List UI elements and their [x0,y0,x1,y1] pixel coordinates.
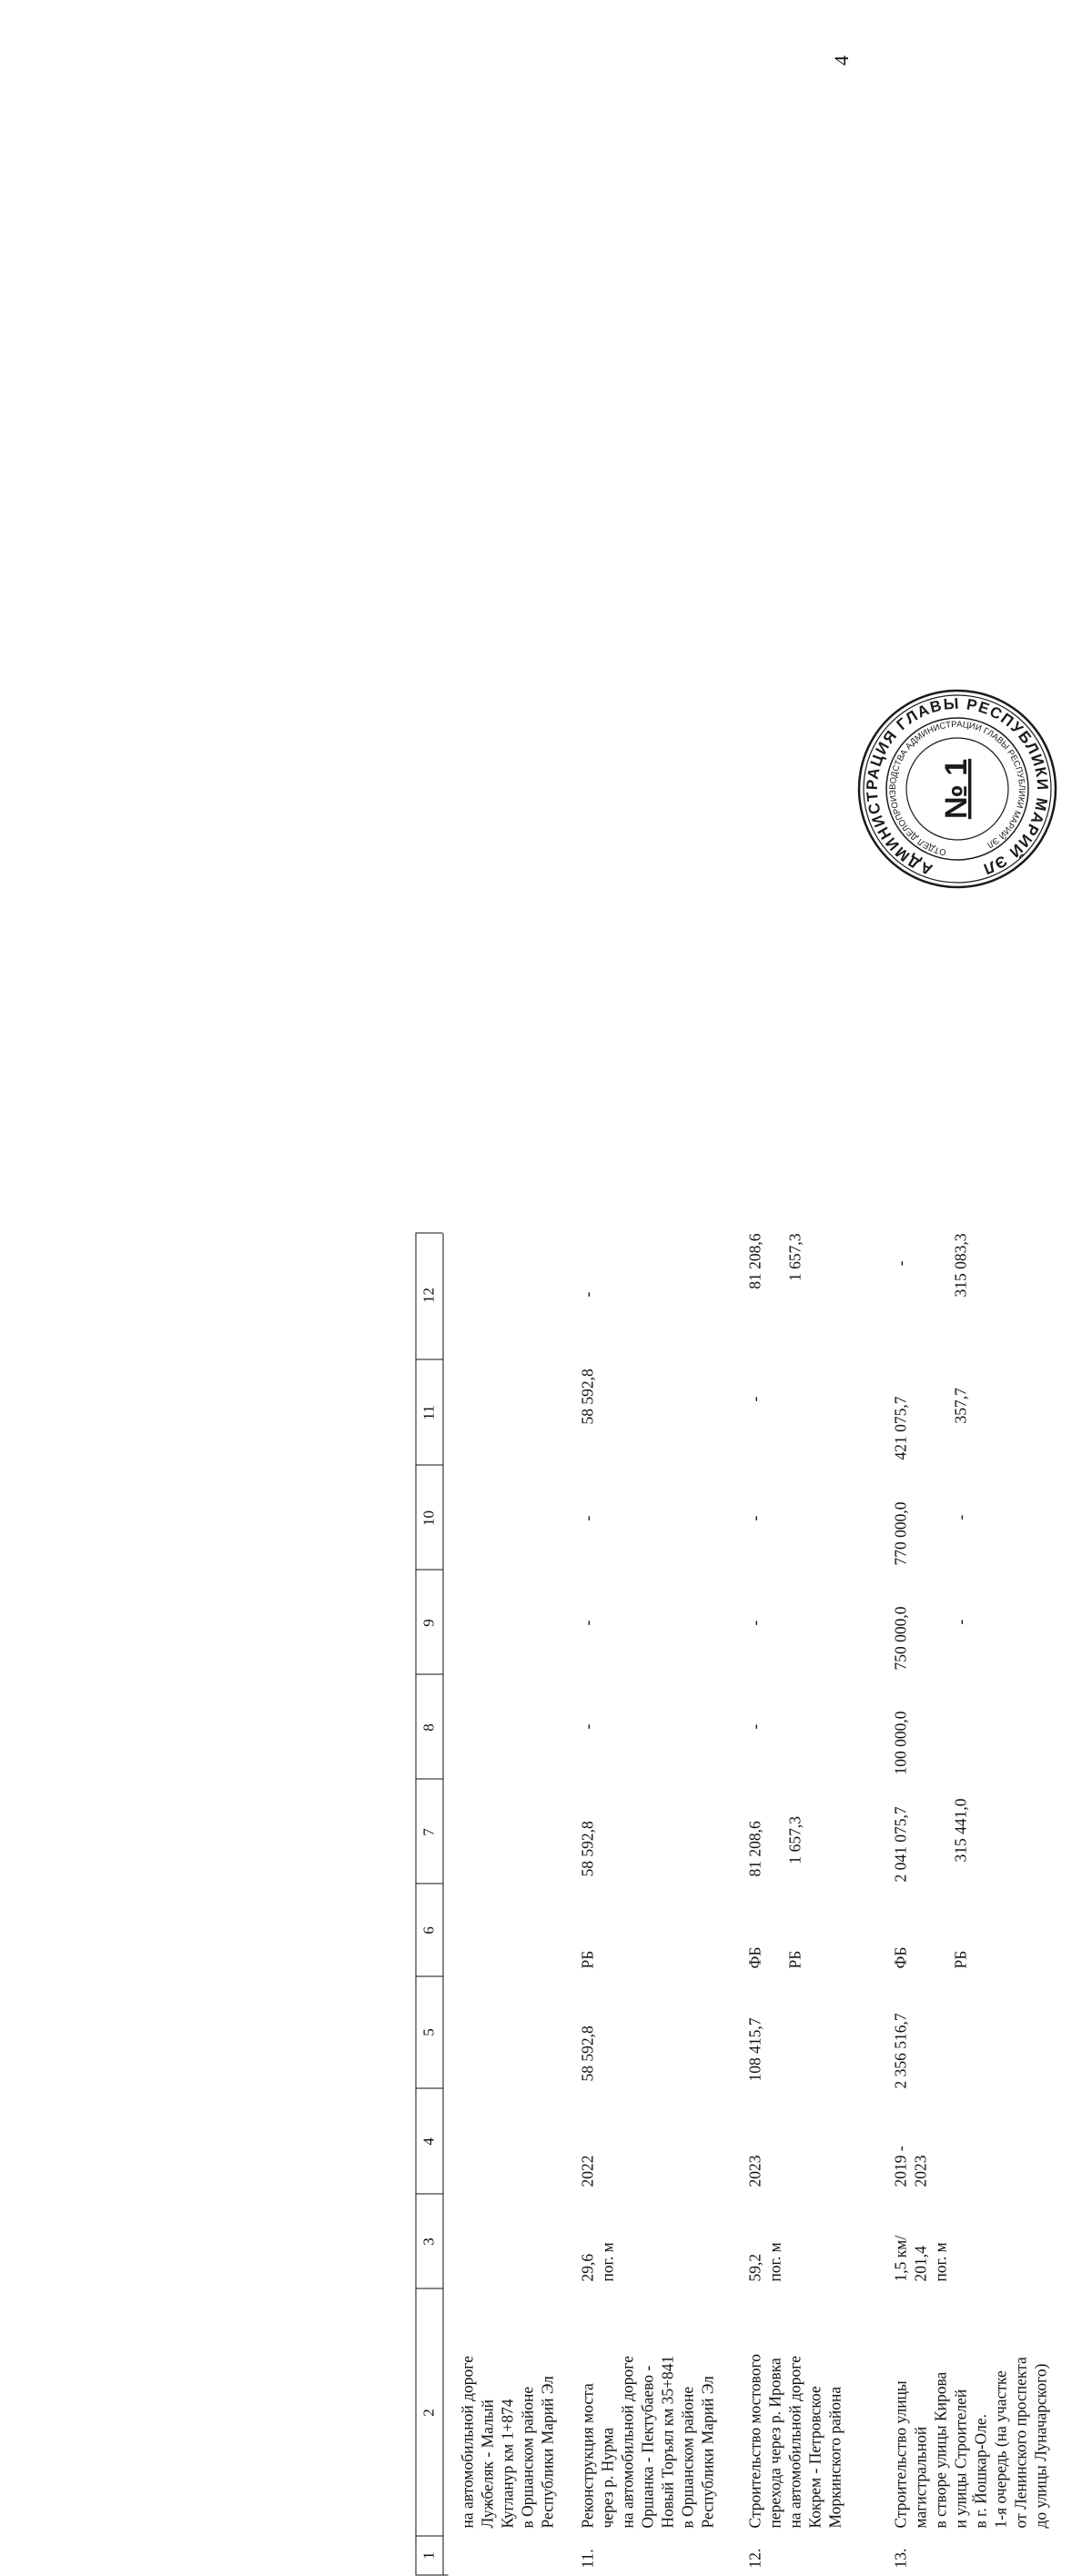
total-cell: 58 592,8 [578,2025,598,2081]
source-cell [891,1947,971,1969]
row-number: 11. [578,2549,598,2568]
column-number: 3 [416,2228,443,2256]
page-number: 4 [830,56,854,66]
column-divider [416,2194,443,2195]
cell-line: 81 208,6 [745,1816,765,1877]
column-12-cell [745,1234,805,1307]
column-divider [416,1359,443,1360]
cell-line: ФБ [745,1947,765,1969]
column-number: 4 [416,2128,443,2156]
column-number: 9 [416,1610,443,1637]
column-number: 11 [416,1399,443,1427]
capacity-cell [578,2242,618,2281]
column-divider [416,2088,443,2089]
description-line: на автомобильной дороге [785,2301,805,2529]
description-line: Кокрем - Петровское [805,2301,825,2529]
column-number: 8 [416,1714,443,1742]
cell-line: пог. м [765,2242,785,2281]
source-cell [745,1947,805,1969]
cell-line: 58 592,8 [578,1821,598,1876]
column-number: 1 [416,2542,443,2570]
column-10-cell [891,1502,971,1566]
cell-line: 2 041 075,7 [891,1799,911,1883]
source-cell [578,1951,598,1969]
stamp-number: № 1 [939,759,974,819]
description-line: Республики Марий Эл [538,2301,558,2529]
description-line: Моркинского района [825,2301,845,2529]
column-10-cell: - [745,1516,765,1521]
stamp-outer-text: АДМИНИСТРАЦИЯ ГЛАВЫ РЕСПУБЛИКИ МАРИЙ ЭЛ [855,687,1059,891]
total-cell: 108 415,7 [745,2018,765,2082]
column-divider [416,1570,443,1571]
stamp-inner-text: ОТДЕЛ ДЕЛОПРОИЗВОДСТВА АДМИНИСТРАЦИИ ГЛАВЫ РЕСПУБЛИКИ МАРИЙ ЭЛ [877,709,1037,869]
cell-line: пог. м [598,2242,618,2281]
years-cell [891,2146,931,2187]
cell-line: 2022 [578,2156,598,2187]
cell-line: - [951,1502,971,1566]
column-divider [416,1779,443,1780]
years-cell [745,2156,765,2187]
cell-line: - [578,1292,598,1298]
description-line: Строительство улицы [891,2301,911,2529]
column-number: 10 [416,1505,443,1532]
table-left-rule-body [416,2575,449,2576]
column-divider [416,2536,443,2537]
description-line: от Ленинского проспекта [1011,2301,1031,2529]
cell-line: 2023 [745,2156,765,2187]
column-11-cell [745,1397,765,1402]
column-8-cell: - [745,1724,765,1730]
description-line: Строительство мостового [745,2301,765,2529]
description-line: до улицы Луначарского) [1031,2301,1051,2529]
description-line: Оршанка - Пектубаево - [638,2301,658,2529]
cell-line: 770 000,0 [891,1502,911,1566]
column-12-cell [891,1234,971,1316]
column-12-cell [578,1292,598,1298]
row-number: 12. [745,2549,765,2569]
cell-line: пог. м [931,2236,951,2282]
description-line: в створе улицы Кирова [931,2301,951,2529]
column-8-cell: - [578,1724,598,1730]
table-right-rule [416,1233,443,1234]
column-11-cell [891,1388,971,1460]
column-number: 6 [416,1917,443,1945]
column-number: 12 [416,1282,443,1309]
description-line: перехода через р. Ировка [765,2301,785,2529]
row-number: 13. [891,2549,911,2569]
cell-line: РБ [785,1947,805,1969]
column-9-cell: - [745,1621,765,1626]
cell-line: РБ [578,1951,598,1969]
column-7-cell [578,1821,598,1876]
cell-line: - [891,1234,911,1316]
description-line: Реконструкция моста [578,2301,598,2529]
column-8-cell: 100 000,0 [891,1712,911,1775]
row-description [745,2301,845,2529]
column-divider [416,2288,443,2289]
description-line: 1-я очередь (на участке [991,2301,1011,2529]
column-number: 7 [416,1819,443,1846]
cell-line: 59,2 [745,2242,765,2281]
cell-line: ФБ [891,1947,911,1969]
column-number: 5 [416,2019,443,2046]
cell-line: 2019 - [891,2146,911,2187]
capacity-cell [891,2236,951,2282]
description-line: на автомобильной дороге [618,2301,638,2529]
description-line: в Оршанском районе [518,2301,538,2529]
column-divider [416,1465,443,1466]
cell-line: РБ [951,1947,971,1969]
column-9-cell [891,1607,971,1671]
description-line: Лужбеляк - Малый [478,2301,498,2529]
cell-line: 421 075,7 [891,1388,911,1460]
description-line: на автомобильной дороге [458,2301,478,2529]
column-9-cell: - [578,1621,598,1626]
cell-line: - [951,1607,971,1671]
column-divider [416,1976,443,1977]
rotated-table [416,1214,1092,2576]
cell-line: 750 000,0 [891,1607,911,1671]
cell-line: - [745,1397,765,1402]
years-cell [578,2156,598,2187]
description-line: и улицы Строителей [951,2301,971,2529]
cell-line: 201,4 [911,2236,931,2282]
description-line: в Оршанском районе [678,2301,698,2529]
header-top-rule [416,1234,417,2576]
cell-line: 357,7 [951,1388,971,1460]
column-10-cell: - [578,1516,598,1521]
official-stamp [855,687,1059,891]
description-line: Новый Торъял км 35+841 [658,2301,678,2529]
column-divider [416,1674,443,1675]
header-bottom-rule [443,1234,444,2576]
column-7-cell [745,1816,805,1877]
continued-description [458,2301,558,2529]
cell-line: 1 657,3 [785,1234,805,1307]
cell-line: 1,5 км/ [891,2236,911,2282]
cell-line: 1 657,3 [785,1816,805,1877]
cell-line: 58 592,8 [578,1369,598,1424]
cell-line: 81 208,6 [745,1234,765,1307]
description-line: Республики Марий Эл [698,2301,718,2529]
description-line: Кугланур км 1+874 [498,2301,518,2529]
column-7-cell [891,1799,971,1883]
description-line: через р. Нурма [598,2301,618,2529]
capacity-cell [745,2242,785,2281]
column-11-cell [578,1369,598,1424]
cell-line: 315 083,3 [951,1234,971,1316]
row-description [891,2301,1051,2529]
column-number: 2 [416,2399,443,2427]
description-line: магистральной [911,2301,931,2529]
cell-line: 315 441,0 [951,1799,971,1883]
description-line: в г. Йошкар-Оле. [971,2301,991,2529]
row-description [578,2301,718,2529]
cell-line: 2023 [911,2146,931,2187]
total-cell: 2 356 516,7 [891,2013,911,2088]
cell-line: 29,6 [578,2242,598,2281]
